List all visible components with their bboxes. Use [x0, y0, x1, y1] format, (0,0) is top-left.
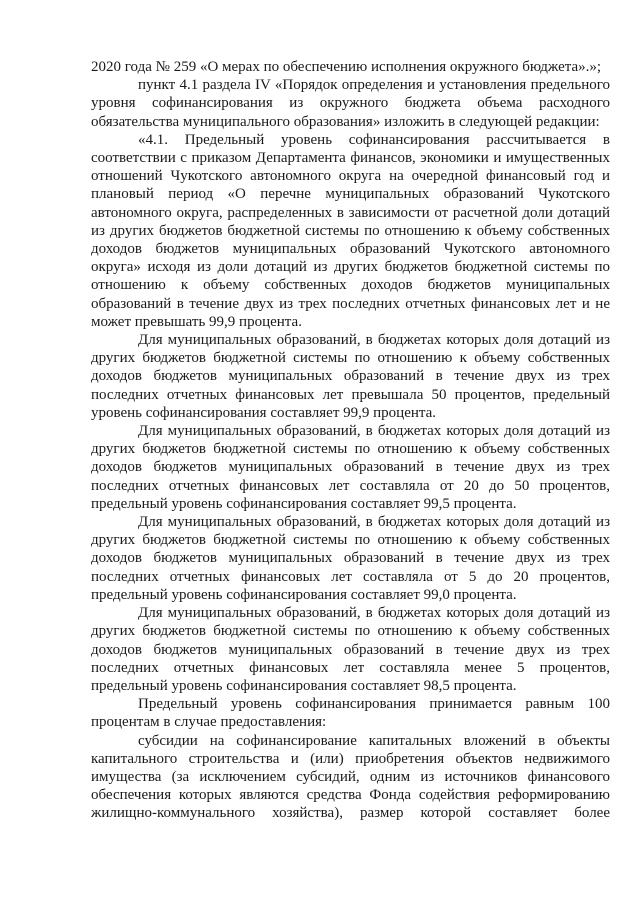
paragraph-capital-subsidy: субсидии на софинансирование капитальных вложений в объекты капитального строительства и (или) приобретения объектов недвижимого имущества (за исключением субсидий, одним из источников финансового обеспечения которых являются средства Фонда содействия реформированию жилищно-коммунального хозяйства), размер которой составляет более — [91, 732, 610, 822]
paragraph-amendment-intro: пункт 4.1 раздела IV «Порядок определения и установления предельного уровня софинансирования из окружного бюджета объема расходного обязательства муниципального образования» изложить в следующей редакции: — [91, 77, 610, 130]
paragraph-5-to-20-percent: Для муниципальных образований, в бюджетах которых доля дотаций из других бюджетов бюджетной системы по отношению к объему собственных доходов бюджетов муниципальных образований в течение двух из трех последних отчетных финансовых лет составляла от 5 до 20 процентов, предельный уровень софинансирования составляет 99,0 процента. — [91, 514, 610, 603]
paragraph-20-to-50-percent: Для муниципальных образований, в бюджетах которых доля дотаций из других бюджетов бюджетной системы по отношению к объему собственных доходов бюджетов муниципальных образований в течение двух из трех последних отчетных финансовых лет составляла от 20 до 50 процентов, предельный уровень софинансирования составляет 99,5 процента. — [91, 423, 610, 512]
paragraph-4-1: «4.1. Предельный уровень софинансирования рассчитывается в соответствии с приказом Департамента финансов, экономики и имущественных отношений Чукотского автономного округа на очередной финансовый год и плановый период «О перечне муниципальных образований Чукотского автономного округа, распределенных в зависимости от расчетной доли дотаций из других бюджетов бюджетной системы по отношению к объему собственных доходов бюджетов муниципальных образований Чукотского автономного округа» исходя из доли дотаций из других бюджетов бюджетной системы по отношению к объему собственных доходов бюджетов муниципальных образований в течение двух из трех последних отчетных финансовых лет и не может превышать 99,9 процента. — [91, 131, 610, 330]
paragraph-decree-reference: 2020 года № 259 «О мерах по обеспечению исполнения окружного бюджета».»; — [91, 59, 602, 75]
paragraph-under-5-percent: Для муниципальных образований, в бюджетах которых доля дотаций из других бюджетов бюджетной системы по отношению к объему собственных доходов бюджетов муниципальных образований в течение двух из трех последних отчетных финансовых лет составляла менее 5 процентов, предельный уровень софинансирования составляет 98,5 процента. — [91, 605, 610, 694]
paragraph-over-50-percent: Для муниципальных образований, в бюджетах которых доля дотаций из других бюджетов бюджетной системы по отношению к объему собственных доходов бюджетов муниципальных образований в течение двух из трех последних отчетных финансовых лет превышала 50 процентов, предельный уровень софинансирования составляет 99,9 процента. — [91, 332, 610, 421]
paragraph-100-percent-cases: Предельный уровень софинансирования принимается равным 100 процентам в случае предоставления: — [91, 696, 610, 731]
